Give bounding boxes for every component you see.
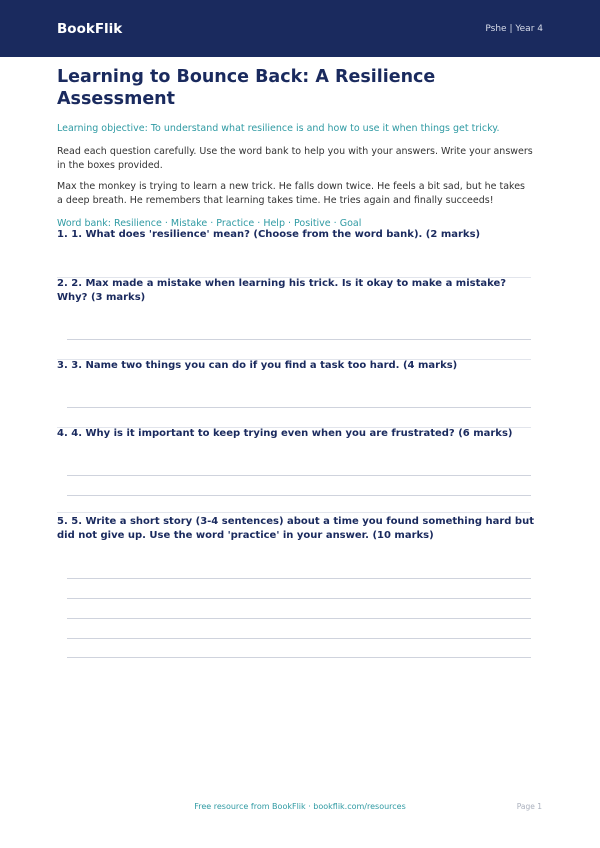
page-number: Page 1 — [516, 802, 542, 811]
word-bank: Word bank: Resilience · Mistake · Practice · Help · Positive · Goal — [57, 218, 362, 229]
answer-line[interactable] — [67, 339, 531, 340]
question-2 — [57, 277, 535, 305]
question-5 — [57, 515, 535, 543]
instructions: Read each question carefully. Use the word bank to help you with your answers. Write your answers in the boxes provided. — [57, 146, 533, 171]
answer-line[interactable] — [67, 578, 531, 579]
question-4 — [57, 427, 535, 441]
answer-line[interactable] — [67, 475, 531, 476]
subject-year: Pshe | Year 4 — [485, 23, 543, 34]
story-text: Max the monkey is trying to learn a new trick. He falls down twice. He feels a bit sad, but he takes a deep breath. He remembers that learning takes time. He tries again and finally succeeds! — [57, 181, 526, 206]
answer-line[interactable] — [67, 495, 531, 496]
question-text: 4. 4. Why is it important to keep trying even when you are frustrated? (6 marks) — [57, 428, 513, 439]
learning-objective: Learning objective: To understand what resilience is and how to use it when things get tricky. — [57, 123, 500, 134]
brand-logo[interactable]: BookFlik — [57, 20, 123, 37]
question-3 — [57, 359, 535, 373]
question-divider — [57, 512, 531, 513]
answer-line[interactable] — [67, 407, 531, 408]
question-text: 1. 1. What does 'resilience' mean? (Choose from the word bank). (2 marks) — [57, 229, 481, 240]
intro-section — [57, 66, 533, 230]
question-text: 2. 2. Max made a mistake when learning his trick. Is it okay to make a mistake? Why? (3 marks) — [57, 278, 507, 303]
question-text: 3. 3. Name two things you can do if you find a task too hard. (4 marks) — [57, 360, 458, 371]
page-header — [0, 0, 600, 57]
page-title: Learning to Bounce Back: A Resilience Assessment — [57, 67, 436, 109]
footer-link[interactable]: Free resource from BookFlik · bookflik.com/resources — [194, 802, 406, 811]
answer-line[interactable] — [67, 618, 531, 619]
answer-line[interactable] — [67, 657, 531, 658]
answer-line[interactable] — [67, 638, 531, 639]
question-text: 5. 5. Write a short story (3-4 sentences) about a time you found something hard but did not give up. Use the word 'practice' in your answer. (10 marks) — [57, 516, 534, 541]
question-1 — [57, 228, 535, 242]
answer-line[interactable] — [67, 598, 531, 599]
